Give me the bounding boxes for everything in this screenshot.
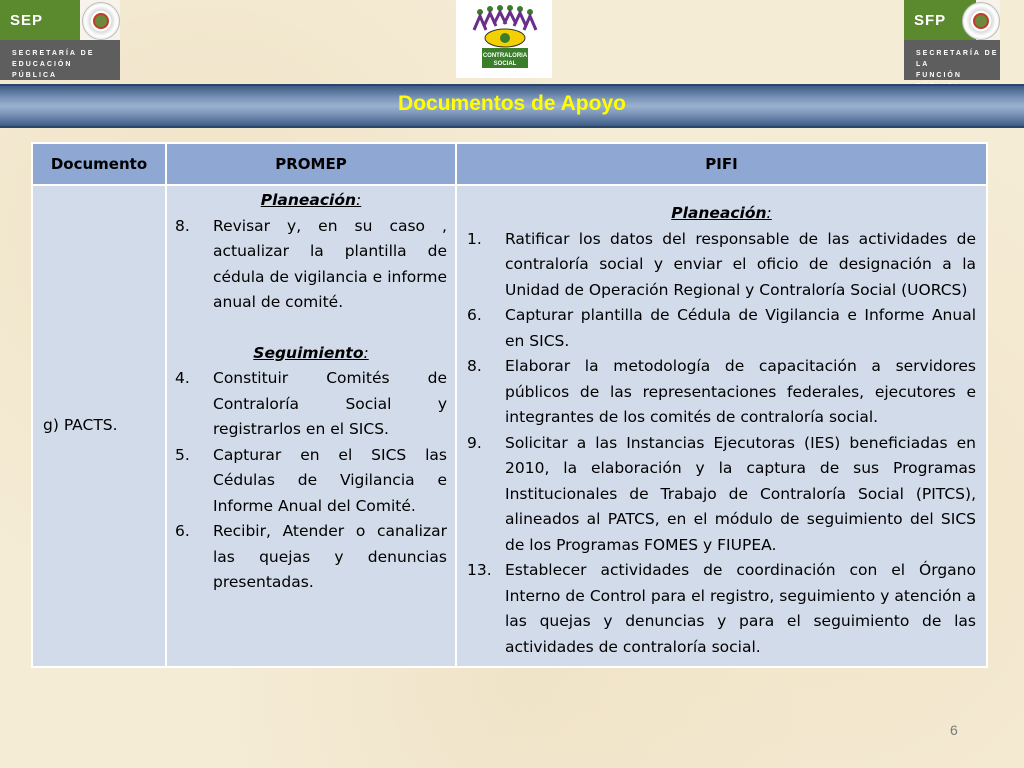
mexico-seal-icon [82,2,120,40]
promep-planeacion-title: Planeación: [260,191,362,209]
sfp-logo-tag: SFP [904,0,976,40]
list-item: 1. Ratificar los datos del responsable de las actividades de contraloría social y enviar el oficio de designación a la Unidad de Operación Regional y Contraloría Social (UORCS) [467,229,976,299]
list-item: 13. Establecer actividades de coordinación con el Órgano Interno de Control para el registro, seguimiento y atención a las quejas y denuncias y para el seguimiento de las actividades de contraloría social. [467,561,976,656]
list-item: 8. Elaborar la metodología de capacitación a servidores públicos de las representaciones federales, ejecutores e integrantes de los comités de contraloría social. [467,357,976,426]
list-item: 6. Capturar plantilla de Cédula de Vigilancia e Informe Anual en SICS. [467,306,976,350]
list-item: 4. Constituir Comités de Contraloría Social y registrarlos en el SICS. [175,369,447,438]
promep-planeacion-list [175,214,447,316]
mexico-seal-icon [962,2,1000,40]
table-header-row [32,143,987,185]
list-item: 6. Recibir, Atender o canalizar las quejas y denuncias presentadas. [175,522,447,591]
list-item: 8. Revisar y, en su caso , actualizar la plantilla de cédula de vigilancia e informe anual de comité. [175,216,447,311]
center-logo-line1: CONTRALORIA [482,53,528,59]
sep-logo-subtitle: SECRETARÍA DE EDUCACIÓN PÚBLICA [0,40,120,80]
sfp-logo [904,0,1000,80]
promep-seguimiento-title: Seguimiento: [253,343,369,362]
cell-documento: g) PACTS. [32,185,166,667]
header-pifi: PIFI [456,143,987,185]
center-logo-line2: SOCIAL [493,61,517,67]
sep-logo [0,0,120,80]
pifi-list [467,227,976,661]
promep-seguimiento-list [175,366,447,596]
cell-pifi [456,185,987,667]
title-bar [0,84,1024,128]
pifi-planeacion-title: Planeación: [671,204,772,222]
list-item: 9. Solicitar a las Instancias Ejecutoras (IES) beneficiadas en 2010, la elaboración y la captura de sus Programas Institucionales de Trabajo de Contraloría Social (PITCS), alineados al PATCS, en el módulo de seguimiento del SICS de los Programas FOMES y FIUPEA. [467,433,976,554]
page-title: Documentos de Apoyo [398,92,626,115]
header-documento: Documento [32,143,166,185]
list-item: 5. Capturar en el SICS las Cédulas de Vigilancia e Informe Anual del Comité. [175,445,447,515]
sep-logo-tag: SEP [0,0,80,40]
contraloria-social-logo [456,0,552,78]
documents-table [31,142,988,668]
header-promep: PROMEP [166,143,456,185]
cell-promep [166,185,456,667]
sfp-logo-subtitle: SECRETARÍA DE LA FUNCIÓN [904,40,1000,80]
page-number: 6 [950,722,958,738]
table-row [32,185,987,667]
